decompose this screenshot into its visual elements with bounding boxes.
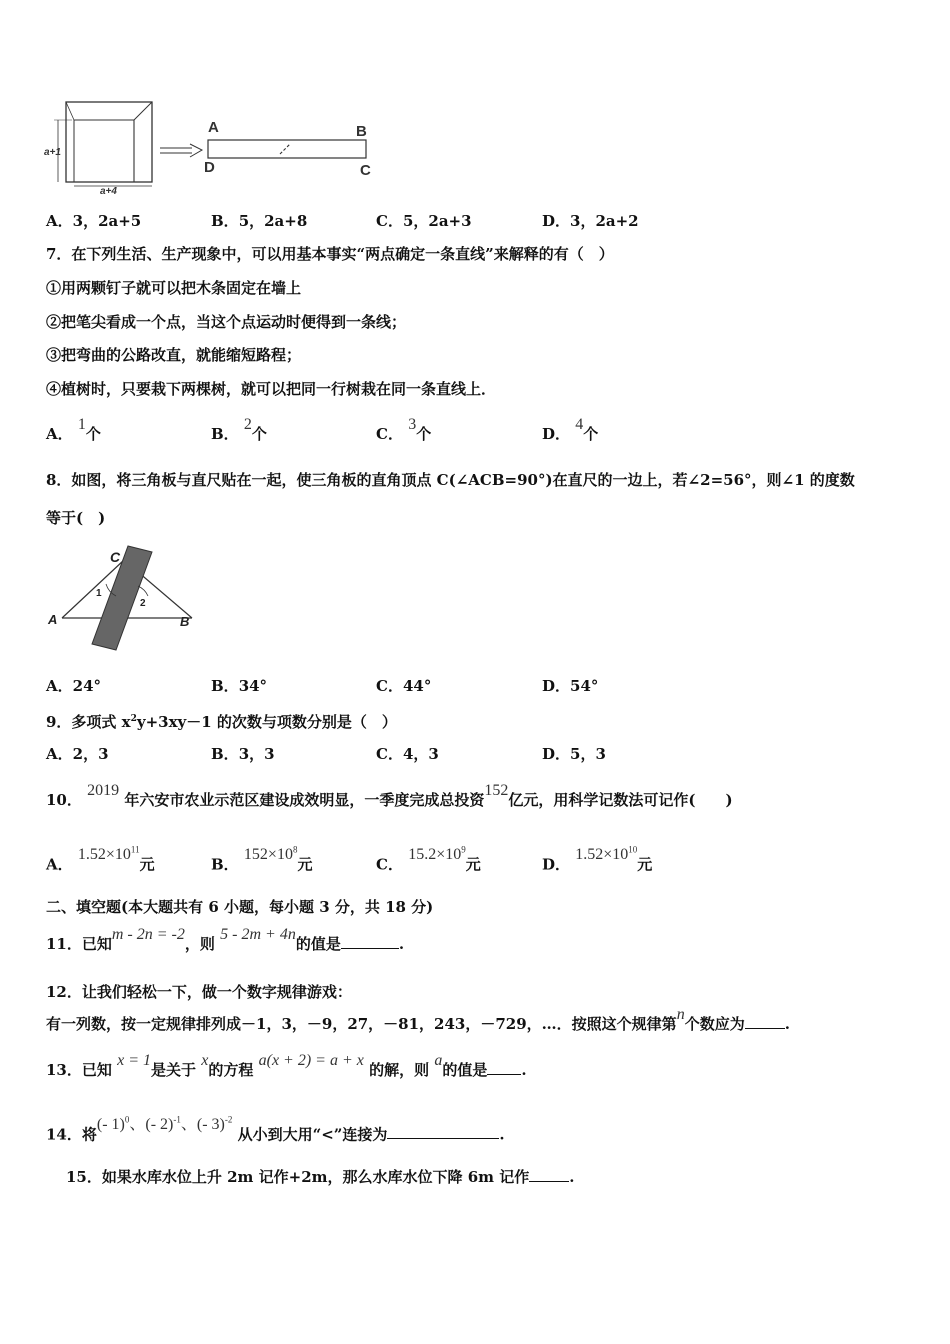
q7-item-4: ④植树时，只要栽下两棵树，就可以把同一行树栽在同一条直线上． [46, 380, 497, 398]
long-rectangle [208, 140, 366, 158]
label-A: A [208, 119, 219, 136]
label-angle-1: 1 [96, 588, 102, 599]
q8-stem-line1: 8．如图，将三角板与直尺贴在一起，使三角板的直角顶点 C(∠ACB=90°)在直尺的一边上，若∠2=56°，则∠1 的度数 [46, 471, 855, 489]
q7-item-3: ③把弯曲的公路改直，就能缩短路程； [46, 346, 302, 364]
q10-option-a: A． $1.52\times 10^{11}$元 [46, 845, 155, 874]
q10-option-d: D． $1.52\times 10^{10}$元 [542, 845, 653, 874]
q7-stem: 7．在下列生活、生产现象中，可以用基本事实“两点确定一条直线”来解释的有（ ） [46, 245, 614, 263]
q15-answer-blank[interactable] [529, 1167, 569, 1182]
q9-option-d: D．5，3 [542, 745, 606, 763]
q13: 13．已知 x = 1是关于 x的方程 a(x + 2) = a + x 的解，则 a的值是 . [46, 1052, 527, 1079]
label-a-plus-4: a+4 [100, 186, 117, 197]
q8-option-c: C．44° [376, 677, 432, 695]
q8-option-a: A．24° [46, 677, 102, 695]
q10-option-c: C． $15.2\times 10^9$元 [376, 845, 481, 874]
q12-line2: 有一列数，按一定规律排列成－1，3，－9，27，－81，243，－729，…．按照这个规律第n个数应为 . [46, 1006, 790, 1033]
q7-option-b: B． 2个 [211, 416, 267, 443]
section-2-title: 二、填空题(本大题共有 6 小题，每小题 3 分，共 18 分) [46, 898, 434, 916]
label-angle-2: 2 [140, 598, 146, 609]
q10-option-b: B． $152\times 10^8$元 [211, 845, 313, 874]
label-B: B [356, 123, 367, 140]
q8-option-b: B．34° [211, 677, 268, 695]
label-B: B [180, 614, 190, 629]
q6-option-b: B．5，2a+8 [211, 212, 308, 230]
q9-option-a: A．2，3 [46, 745, 109, 763]
q9-option-c: C．4，3 [376, 745, 439, 763]
q6-option-a: A．3，2a+5 [46, 212, 142, 230]
q10-stem: 10． 2019 年六安市农业示范区建设成效明显，一季度完成总投资152亿元，用科学记数法可记作( ) [46, 782, 733, 809]
q6-option-d: D．3，2a+2 [542, 212, 639, 230]
inner-square [74, 120, 134, 182]
q11: 11．已知m - 2n = -2，则 5 - 2m + 4n的值是 . [46, 926, 405, 953]
q7-option-a: A． 1个 [46, 416, 101, 443]
big-square [66, 102, 152, 182]
q12-answer-blank[interactable] [745, 1014, 785, 1029]
q7-item-2: ②把笔尖看成一个点，当这个点运动时便得到一条线； [46, 313, 407, 331]
q8-stem-line2: 等于( ) [46, 509, 106, 527]
label-a-plus-1: a+1 [44, 147, 61, 158]
label-A: A [48, 612, 58, 627]
q14: 14．将(- 1)$^0$、(- 2)$^{-1}$、(- 3)$^{-2}$ 从小到大用“<”连接为 . [46, 1115, 505, 1144]
q7-option-d: D． 4个 [542, 416, 599, 443]
q9-option-b: B．3，3 [211, 745, 275, 763]
label-C: C [360, 162, 371, 179]
q6-option-c: C．5，2a+3 [376, 212, 472, 230]
q14-answer-blank[interactable] [387, 1124, 499, 1139]
q15: 15．如果水库水位上升 2m 记作+2m，那么水库水位下降 6m 记作 . [66, 1168, 575, 1186]
q8-option-d: D．54° [542, 677, 599, 695]
q6-figure [44, 98, 384, 198]
label-C: C [110, 549, 121, 565]
q13-answer-blank[interactable] [487, 1060, 521, 1075]
q8-figure [44, 540, 204, 655]
q9-stem: 9．多项式 $x^2y+3xy-1$ 的次数与项数分别是（ ） [46, 713, 397, 731]
q12-line1: 12．让我们轻松一下，做一个数字规律游戏： [46, 983, 352, 1001]
q7-item-1: ①用两颗钉子就可以把木条固定在墙上 [46, 279, 302, 297]
q7-option-c: C． 3个 [376, 416, 432, 443]
q11-answer-blank[interactable] [341, 934, 399, 949]
label-D: D [204, 159, 215, 176]
